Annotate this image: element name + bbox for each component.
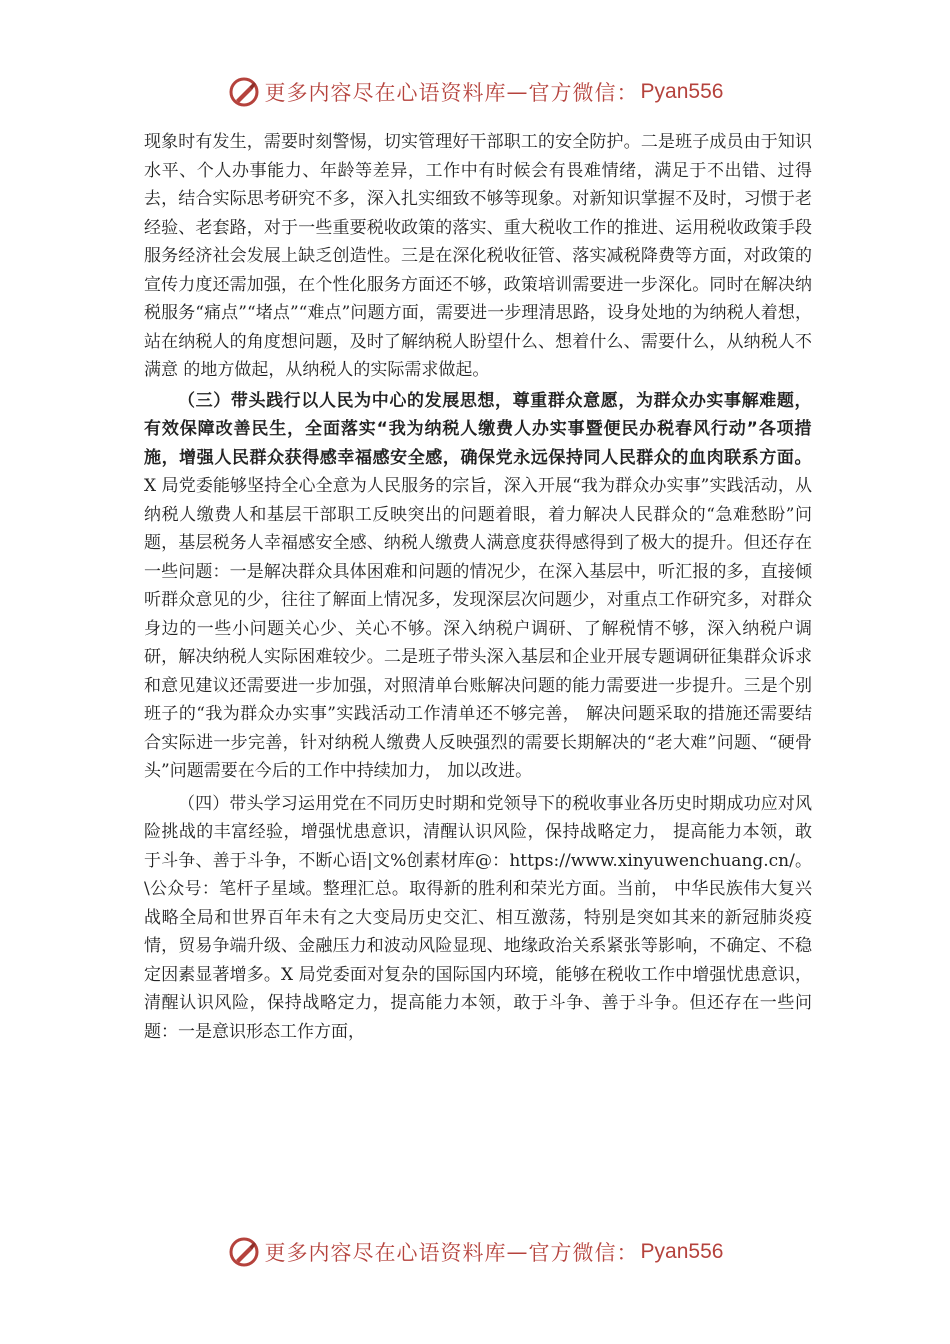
paragraph-2: [144, 387, 812, 786]
brand-logo-icon: [227, 75, 261, 109]
banner-main-text: 更多内容尽在心语资料库: [264, 81, 507, 105]
footer-official-label: 官方微信：: [528, 1241, 639, 1265]
paragraph-1: 现象时有发生，需要时刻警惕，切实管理好干部职工的安全防护。二是班子成员由于知识水平、个人办事能力、年龄等差异，工作中有时候会有畏难情绪，满足于不出错、过得去，结合实际思考研究不多，深入扎实细致不够等现象。对新知识掌握不及时，习惯于老经验、老套路，对于一些重要税收政策的落实、重大税收工作的推进、运用税收政策手段服务经济社会发展上缺乏创造性。三是在深化税收征管、落实减税降费等方面，对政策的宣传力度还需加强，在个性化服务方面还不够，政策培训需要进一步深化。同时在解决纳税服务“痛点”“堵点”“难点”问题方面，需要进一步理清思路，设身处地的为纳税人着想，站在纳税人的角度想问题，及时了解纳税人盼望什么、想着什么、需要什么，从纳税人不满意 的地方做起，从纳税人的实际需求做起。: [144, 132, 812, 380]
paragraph-3: （四）带头学习运用党在不同历史时期和党领导下的税收事业各历史时期成功应对风险挑战的丰富经验，增强忧患意识，清醒认识风险，保持战略定力， 提高能力本领，敢于斗争、善于斗争，不断心语|文%创素材库@：https://www.xinyuwenchuang.cn/。\公众号：笔杆子星域。整理汇总。取得新的胜利和荣光方面。当前， 中华民族伟大复兴战略全局和世界百年未有之大变局历史交汇、相互激荡，特别是突如其来的新冠肺炎疫情，贸易争端升级、金融压力和波动风险显现、地缘政治关系紧张等影响，不确定、不稳定因素显著增多。X 局党委面对复杂的国际国内环境，能够在税收工作中增强忧患意识，清醒认识风险，保持战略定力，提高能力本领，敢于斗争、善于斗争。但还存在一些问题：一是意识形态工作方面，: [144, 793, 812, 1042]
footer-main-text: 更多内容尽在心语资料库: [264, 1241, 507, 1265]
paragraph-2-body: X 局党委能够坚持全心全意为人民服务的宗旨，深入开展“我为群众办实事”实践活动，从纳税人缴费人和基层干部职工反映突出的问题着眼，着力解决人民群众的“急难愁盼”问题，基层税务人幸福感安全感、纳税人缴费人满意度获得感得到了极大的提升。但还存在一些问题：一是解决群众具体困难和问题的情况少，在深入基层中，听汇报的多，直接倾听群众意见的少，往往了解面上情况多，发现深层次问题少，对重点工作研究多，对群众身边的一些小问题关心少、关心不够。深入纳税户调研、了解税情不够，深入纳税户调研，解决纳税人实际困难较少。二是班子带头深入基层和企业开展专题调研征集群众诉求和意见建议还需要进一步加强，对照清单台账解决问题的能力需要进一步提升。三是个别班子的“我为群众办实事”实践活动工作清单还不够完善， 解决问题采取的措施还需要结合实际进一步完善，针对纳税人缴费人反映强烈的需要长期解决的“老大难”问题、“硬骨头”问题需要在今后的工作中持续加力， 加以改进。: [144, 476, 812, 781]
footer-separator: —: [506, 1240, 529, 1264]
footer-wechat-id: Pyan556: [640, 1240, 724, 1263]
footer-banner: [0, 1232, 950, 1272]
banner-separator: —: [506, 80, 529, 104]
document-body: [144, 128, 812, 1046]
header-banner: [0, 72, 950, 112]
banner-official-label: 官方微信：: [528, 81, 639, 105]
brand-logo-icon: [227, 1235, 261, 1269]
paragraph-2-heading: （三）带头践行以人民为中心的发展思想，尊重群众意愿，为群众办实事解难题，有效保障改善民生，全面落实“我为纳税人缴费人办实事暨便民办税春风行动”各项措施，增强人民群众获得感幸福感安全感，确保党永远保持同人民群众的血肉联系方面。: [144, 390, 812, 468]
banner-wechat-id: Pyan556: [640, 80, 724, 103]
